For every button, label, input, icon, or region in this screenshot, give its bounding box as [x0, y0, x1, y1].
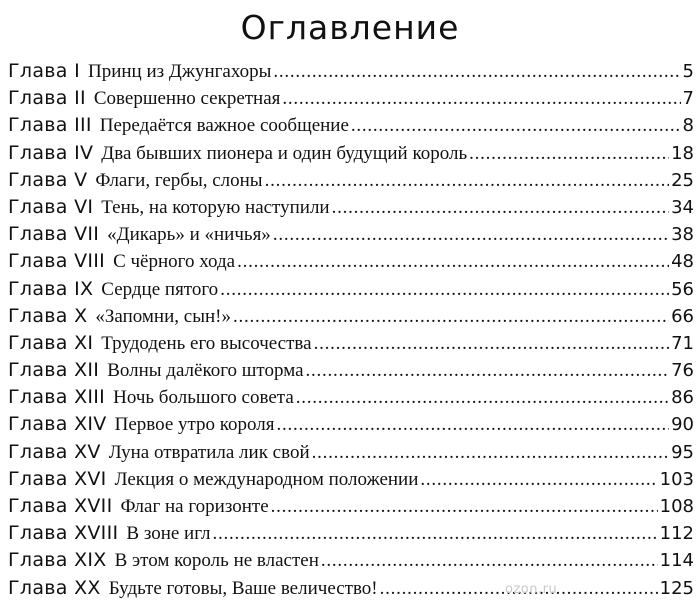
- page-title: Оглавление: [240, 8, 460, 47]
- chapter-numeral: XV: [74, 440, 101, 463]
- page-number: 38: [671, 224, 694, 246]
- chapter-prefix: Глава: [8, 440, 68, 463]
- toc-entry: [8, 278, 694, 305]
- chapter-title: Ночь большого совета: [113, 387, 294, 409]
- chapter-title: Трудодень его высочества: [101, 332, 312, 354]
- page-number: 71: [671, 332, 694, 354]
- dot-leader: [220, 279, 669, 301]
- chapter-numeral: VII: [74, 223, 100, 246]
- toc-entry: [8, 305, 694, 332]
- chapter-numeral: XVIII: [74, 522, 119, 545]
- toc-entry: [8, 169, 694, 196]
- chapter-label: [8, 522, 118, 544]
- chapter-numeral: V: [74, 168, 88, 191]
- chapter-numeral: III: [74, 114, 92, 137]
- chapter-numeral: XVI: [74, 467, 107, 490]
- chapter-title: Будьте готовы, Ваше величество!: [108, 577, 378, 599]
- chapter-title: В этом король не властен: [114, 550, 319, 572]
- chapter-prefix: Глава: [8, 141, 68, 164]
- chapter-numeral: XVII: [74, 495, 113, 517]
- dot-leader: [282, 88, 680, 110]
- chapter-numeral: XX: [74, 576, 101, 599]
- page-number: 114: [659, 550, 694, 572]
- page-number: 95: [671, 441, 694, 463]
- toc-entry: [8, 441, 694, 468]
- dot-leader: [469, 143, 669, 165]
- chapter-title: Первое утро короля: [114, 414, 275, 436]
- page-number: 25: [671, 169, 694, 191]
- chapter-numeral: XIII: [74, 386, 106, 409]
- chapter-label: [8, 495, 112, 517]
- chapter-label: [8, 413, 107, 435]
- chapter-numeral: VI: [74, 195, 94, 218]
- page-number: 66: [671, 305, 694, 327]
- chapter-label: [8, 60, 80, 82]
- toc-entry: [8, 223, 694, 250]
- chapter-prefix: Глава: [8, 277, 68, 300]
- dot-leader: [420, 469, 657, 491]
- chapter-prefix: Глава: [8, 359, 68, 382]
- toc-entry: [8, 142, 694, 169]
- chapter-label: [8, 359, 99, 381]
- page-number: 112: [659, 523, 694, 545]
- toc-entry: [8, 359, 694, 386]
- chapter-prefix: Глава: [8, 549, 68, 572]
- dot-leader: [273, 224, 669, 246]
- chapter-numeral: IX: [74, 277, 94, 300]
- chapter-title: Тень, на которую наступили: [101, 196, 330, 218]
- chapter-prefix: Глава: [8, 495, 68, 517]
- chapter-prefix: Глава: [8, 304, 68, 327]
- chapter-numeral: XIX: [74, 549, 107, 572]
- dot-leader: [314, 333, 670, 355]
- toc-entry: [8, 495, 694, 522]
- page-number: 5: [682, 61, 694, 82]
- page-number: 90: [671, 414, 694, 436]
- chapter-label: [8, 196, 93, 218]
- toc-entry: [8, 522, 694, 549]
- chapter-label: [8, 278, 93, 300]
- chapter-prefix: Глава: [8, 576, 68, 599]
- chapter-label: [8, 169, 87, 191]
- page-number: 48: [671, 251, 694, 273]
- chapter-title: Два бывших пионера и один будущий король: [101, 142, 468, 164]
- toc-entry: [8, 332, 694, 359]
- chapter-prefix: Глава: [8, 413, 68, 436]
- chapter-prefix: Глава: [8, 87, 68, 110]
- page-number: 103: [659, 468, 694, 490]
- page-number: 108: [659, 496, 694, 517]
- toc-entry: [8, 468, 694, 495]
- chapter-prefix: Глава: [8, 522, 68, 545]
- page-number: 125: [659, 577, 694, 599]
- chapter-title: Принц из Джунгахоры: [87, 61, 272, 82]
- table-of-contents: [8, 60, 694, 604]
- toc-entry: [8, 60, 694, 87]
- chapter-title: Флаги, гербы, слоны: [95, 169, 263, 191]
- chapter-label: [8, 441, 101, 463]
- toc-entry: [8, 196, 694, 223]
- chapter-prefix: Глава: [8, 60, 68, 82]
- toc-entry: [8, 114, 694, 141]
- chapter-numeral: XI: [74, 331, 94, 354]
- page-number: 34: [671, 196, 694, 218]
- chapter-title: «Дикарь» и «ничья»: [107, 224, 271, 246]
- dot-leader: [277, 414, 670, 436]
- dot-leader: [273, 61, 680, 83]
- page-number: 56: [671, 278, 694, 300]
- watermark-text: ozon.ru: [505, 582, 558, 597]
- chapter-numeral: X: [74, 304, 88, 327]
- toc-entry: [8, 386, 694, 413]
- chapter-label: [8, 250, 105, 272]
- dot-leader: [321, 550, 658, 572]
- chapter-numeral: II: [74, 87, 86, 110]
- toc-entry: [8, 577, 694, 604]
- dot-leader: [213, 523, 658, 545]
- dot-leader: [306, 360, 670, 382]
- dot-leader: [271, 496, 658, 518]
- chapter-title: «Запомни, сын!»: [95, 305, 231, 327]
- chapter-prefix: Глава: [8, 195, 68, 218]
- chapter-title: Совершенно секретная: [93, 88, 281, 110]
- chapter-numeral: I: [74, 60, 80, 82]
- chapter-label: [8, 114, 92, 136]
- page-number: 8: [682, 115, 694, 137]
- chapter-label: [8, 332, 93, 354]
- toc-entry: [8, 413, 694, 440]
- dot-leader: [233, 306, 669, 328]
- toc-entry: [8, 250, 694, 277]
- page-number: 76: [671, 360, 694, 382]
- dot-leader: [332, 197, 669, 219]
- page-number: 86: [671, 387, 694, 409]
- chapter-label: [8, 549, 107, 571]
- chapter-label: [8, 577, 101, 599]
- chapter-prefix: Глава: [8, 331, 68, 354]
- toc-entry: [8, 87, 694, 114]
- page-number: 18: [671, 142, 694, 164]
- chapter-prefix: Глава: [8, 223, 68, 246]
- chapter-label: [8, 87, 86, 109]
- page-number: 7: [682, 88, 694, 110]
- chapter-label: [8, 468, 107, 490]
- chapter-prefix: Глава: [8, 250, 68, 273]
- chapter-numeral: XII: [74, 359, 100, 382]
- chapter-numeral: VIII: [74, 250, 106, 273]
- dot-leader: [312, 442, 669, 464]
- chapter-numeral: IV: [74, 141, 94, 164]
- chapter-numeral: XIV: [74, 413, 107, 436]
- chapter-title: Передаётся важное сообщение: [99, 115, 349, 137]
- chapter-title: Лекция о международном положении: [114, 468, 419, 490]
- dot-leader: [237, 251, 669, 273]
- dot-leader: [265, 170, 670, 192]
- chapter-title: В зоне игл: [126, 523, 211, 545]
- toc-entry: [8, 549, 694, 576]
- chapter-title: Волны далёкого шторма: [107, 360, 304, 382]
- chapter-title: Луна отвратила лик свой: [108, 441, 310, 463]
- chapter-title: Сердце пятого: [101, 278, 219, 300]
- chapter-label: [8, 305, 87, 327]
- chapter-prefix: Глава: [8, 386, 68, 409]
- chapter-label: [8, 223, 99, 245]
- chapter-label: [8, 386, 105, 408]
- chapter-prefix: Глава: [8, 114, 68, 137]
- chapter-title: С чёрного хода: [113, 251, 236, 273]
- dot-leader: [351, 115, 681, 137]
- chapter-prefix: Глава: [8, 467, 68, 490]
- chapter-title: Флаг на горизонте: [120, 496, 269, 517]
- dot-leader: [296, 387, 669, 409]
- chapter-label: [8, 142, 93, 164]
- chapter-prefix: Глава: [8, 168, 68, 191]
